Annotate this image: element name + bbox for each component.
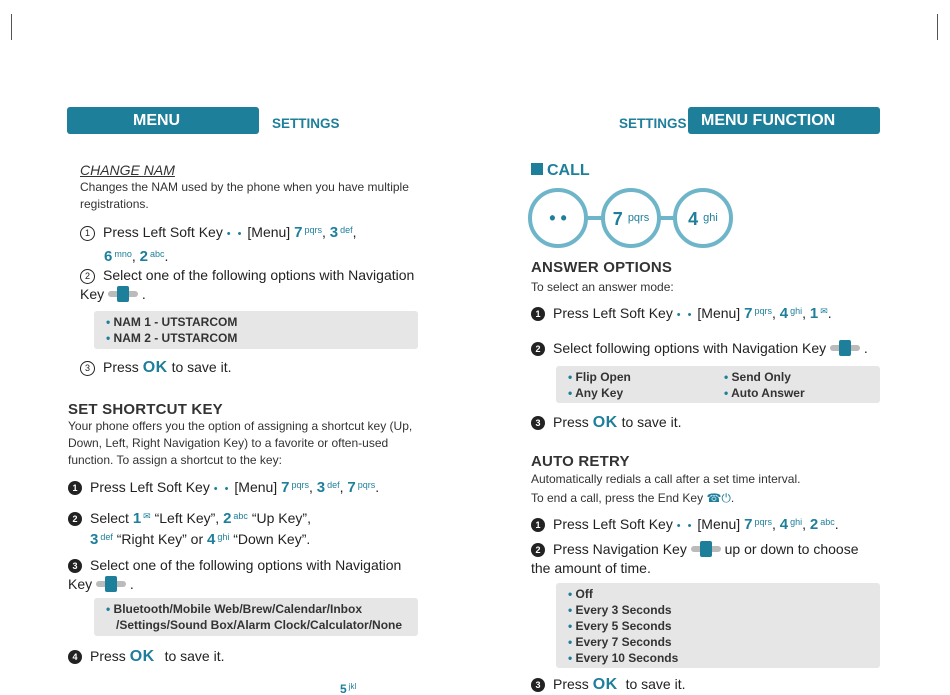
step-number-icon: 3: [531, 416, 545, 430]
ok-key-icon: OK: [142, 359, 168, 376]
step-number-icon: 1: [531, 307, 545, 321]
key-1-icon: 1 ✉: [132, 510, 151, 527]
navigation-key-icon: [830, 339, 860, 357]
settings-breadcrumb-right: SETTINGS: [619, 116, 687, 131]
step-number-icon: 2: [531, 543, 545, 557]
key-4-icon: 4 $^{ghi}$: [779, 305, 803, 322]
retry-option: • Every 10 Seconds: [568, 650, 868, 666]
key-7-icon: 7 $^{pqrs}$: [744, 516, 772, 533]
answer-option: • Flip Open: [568, 369, 631, 385]
shortcut-step-2: 2 Select 1 ✉ “Left Key”, 2 $^{abc}$ “Up Key”, 3 $^{def}$ “Right Key” or 4 $^{ghi}$ “Down Key”.: [68, 507, 418, 549]
step-number-icon: 4: [68, 650, 82, 664]
key-7-icon: 7 $^{pqrs}$: [294, 224, 322, 241]
nam-option: • NAM 1 - UTSTARCOM: [106, 314, 406, 330]
answer-option: • Any Key: [568, 385, 631, 401]
retry-step-2: 2 Press Navigation Key up or down to choose the amount of time.: [531, 541, 859, 576]
shortcut-step-1: 1 Press Left Soft Key • • [Menu] 7 $^{pqrs}$, 3 $^{def}$, 7 $^{pqrs}$.: [68, 476, 379, 498]
step-number-icon: 1: [531, 518, 545, 532]
set-shortcut-heading: SET SHORTCUT KEY: [68, 401, 223, 418]
step-number-icon: 3: [80, 361, 95, 376]
key-4-circle: 4 $^{ghi}$: [673, 188, 733, 248]
key-2-icon: 2 $^{abc}$: [139, 248, 165, 265]
set-shortcut-description: Your phone offers you the option of assigning a shortcut key (Up, Down, Left, Right Navigation Key) to a favorite or often-used function. To assign a shortcut to the key:: [68, 419, 413, 467]
key-7-circle: 7 $^{pqrs}$: [601, 188, 661, 248]
auto-retry-description: Automatically redials a call after a set time interval.: [531, 472, 801, 486]
menu-function-banner-right: [688, 107, 880, 134]
soft-key-icon: • •: [676, 309, 694, 321]
step-number-icon: 1: [80, 226, 95, 241]
change-nam-step-2: 2 Select one of the following options with Navigation Key .: [80, 267, 415, 302]
step-number-icon: 2: [80, 269, 95, 284]
menu-function-banner-left: [67, 107, 259, 156]
shortcut-step-3: 3 Select one of the following options with Navigation Key .: [68, 557, 402, 592]
retry-option: • Every 3 Seconds: [568, 602, 868, 618]
key-6-icon: 6 $^{mno}$: [104, 248, 132, 265]
change-nam-heading: CHANGE NAM: [80, 162, 175, 178]
step-number-icon: 2: [68, 512, 82, 526]
key-3-icon: 3 $^{def}$: [90, 531, 113, 548]
shortcut-options-box: [94, 598, 418, 636]
ok-key-icon: OK: [129, 648, 155, 665]
key-7-icon: 7 $^{pqrs}$: [744, 305, 772, 322]
key-7-icon: 7 $^{pqrs}$: [281, 479, 309, 496]
answer-step-2: 2 Select following options with Navigation Key .: [531, 339, 868, 357]
retry-options-box: [556, 583, 880, 668]
key-5-partial: 5 $^{jkl}$: [340, 682, 357, 695]
banner-title: MENU FUNCTION: [701, 112, 836, 129]
key-3-icon: 3 $^{def}$: [329, 224, 353, 241]
banner-title: MENU FUNCTION: [133, 112, 216, 156]
nam-option: • NAM 2 - UTSTARCOM: [106, 330, 406, 346]
retry-step-3: 3 Press OK to save it.: [531, 675, 686, 694]
crop-mark-left: [11, 14, 12, 40]
retry-option: • Every 7 Seconds: [568, 634, 868, 650]
auto-retry-heading: AUTO RETRY: [531, 453, 630, 470]
step-number-icon: 3: [531, 678, 545, 692]
step-number-icon: 3: [68, 559, 82, 573]
key-2-icon: 2 $^{abc}$: [223, 510, 248, 527]
settings-breadcrumb-left: SETTINGS: [272, 116, 340, 131]
change-nam-step-1: 1 Press Left Soft Key • • [Menu] 7 $^{pqrs}$, 3 $^{def}$, 6 $^{mno}$, 2 $^{abc}$.: [80, 220, 410, 267]
answer-step-3: 3 Press OK to save it.: [531, 413, 682, 432]
answer-options-description: To select an answer mode:: [531, 280, 674, 294]
step-number-icon: 2: [531, 342, 545, 356]
key-7-icon: 7 $^{pqrs}$: [347, 479, 376, 496]
answer-option: • Auto Answer: [724, 385, 805, 401]
soft-key-icon: • •: [676, 520, 694, 532]
retry-option: • Off: [568, 586, 868, 602]
change-nam-description: Changes the NAM used by the phone when you have multiple registrations.: [80, 180, 409, 211]
answer-options-box: [556, 366, 880, 403]
soft-key-icon: • •: [213, 483, 231, 495]
answer-option: • Send Only: [724, 369, 805, 385]
shortcut-options: • Bluetooth/Mobile Web/Brew/Calendar/Inbox /Settings/Sound Box/Alarm Clock/Calculator/None: [106, 601, 406, 633]
navigation-key-icon: [108, 285, 138, 303]
nam-options-box: [94, 311, 418, 349]
end-key-note: To end a call, press the End Key ☎⏻.: [531, 491, 735, 505]
key-4-icon: 4 $^{ghi}$: [779, 516, 803, 533]
navigation-key-icon: [96, 575, 126, 593]
key-3-icon: 3 $^{def}$: [316, 479, 340, 496]
change-nam-step-3: 3 Press OK to save it.: [80, 358, 232, 377]
soft-key-circle: • •: [528, 188, 588, 248]
end-key-icon: ☎⏻: [706, 491, 731, 505]
ok-key-icon: OK: [592, 676, 618, 693]
retry-option: • Every 5 Seconds: [568, 618, 868, 634]
key-4-icon: 4 $^{ghi}$: [207, 531, 230, 548]
key-1-icon: 1 ✉: [809, 305, 828, 322]
step-number-icon: 1: [68, 481, 82, 495]
call-heading: CALL: [531, 162, 590, 180]
ok-key-icon: OK: [592, 414, 618, 431]
navigation-key-icon: [691, 540, 721, 558]
retry-step-1: 1 Press Left Soft Key • • [Menu] 7 $^{pqrs}$, 4 $^{ghi}$, 2 $^{abc}$.: [531, 513, 839, 535]
answer-options-heading: ANSWER OPTIONS: [531, 259, 673, 276]
key-2-icon: 2 $^{abc}$: [809, 516, 835, 533]
shortcut-step-4: 4 Press OK to save it.: [68, 647, 225, 666]
answer-step-1: 1 Press Left Soft Key • • [Menu] 7 $^{pqrs}$, 4 $^{ghi}$, 1 ✉.: [531, 302, 832, 324]
square-bullet-icon: [531, 163, 543, 175]
crop-mark-right: [937, 14, 938, 40]
soft-key-icon: • •: [226, 228, 244, 240]
